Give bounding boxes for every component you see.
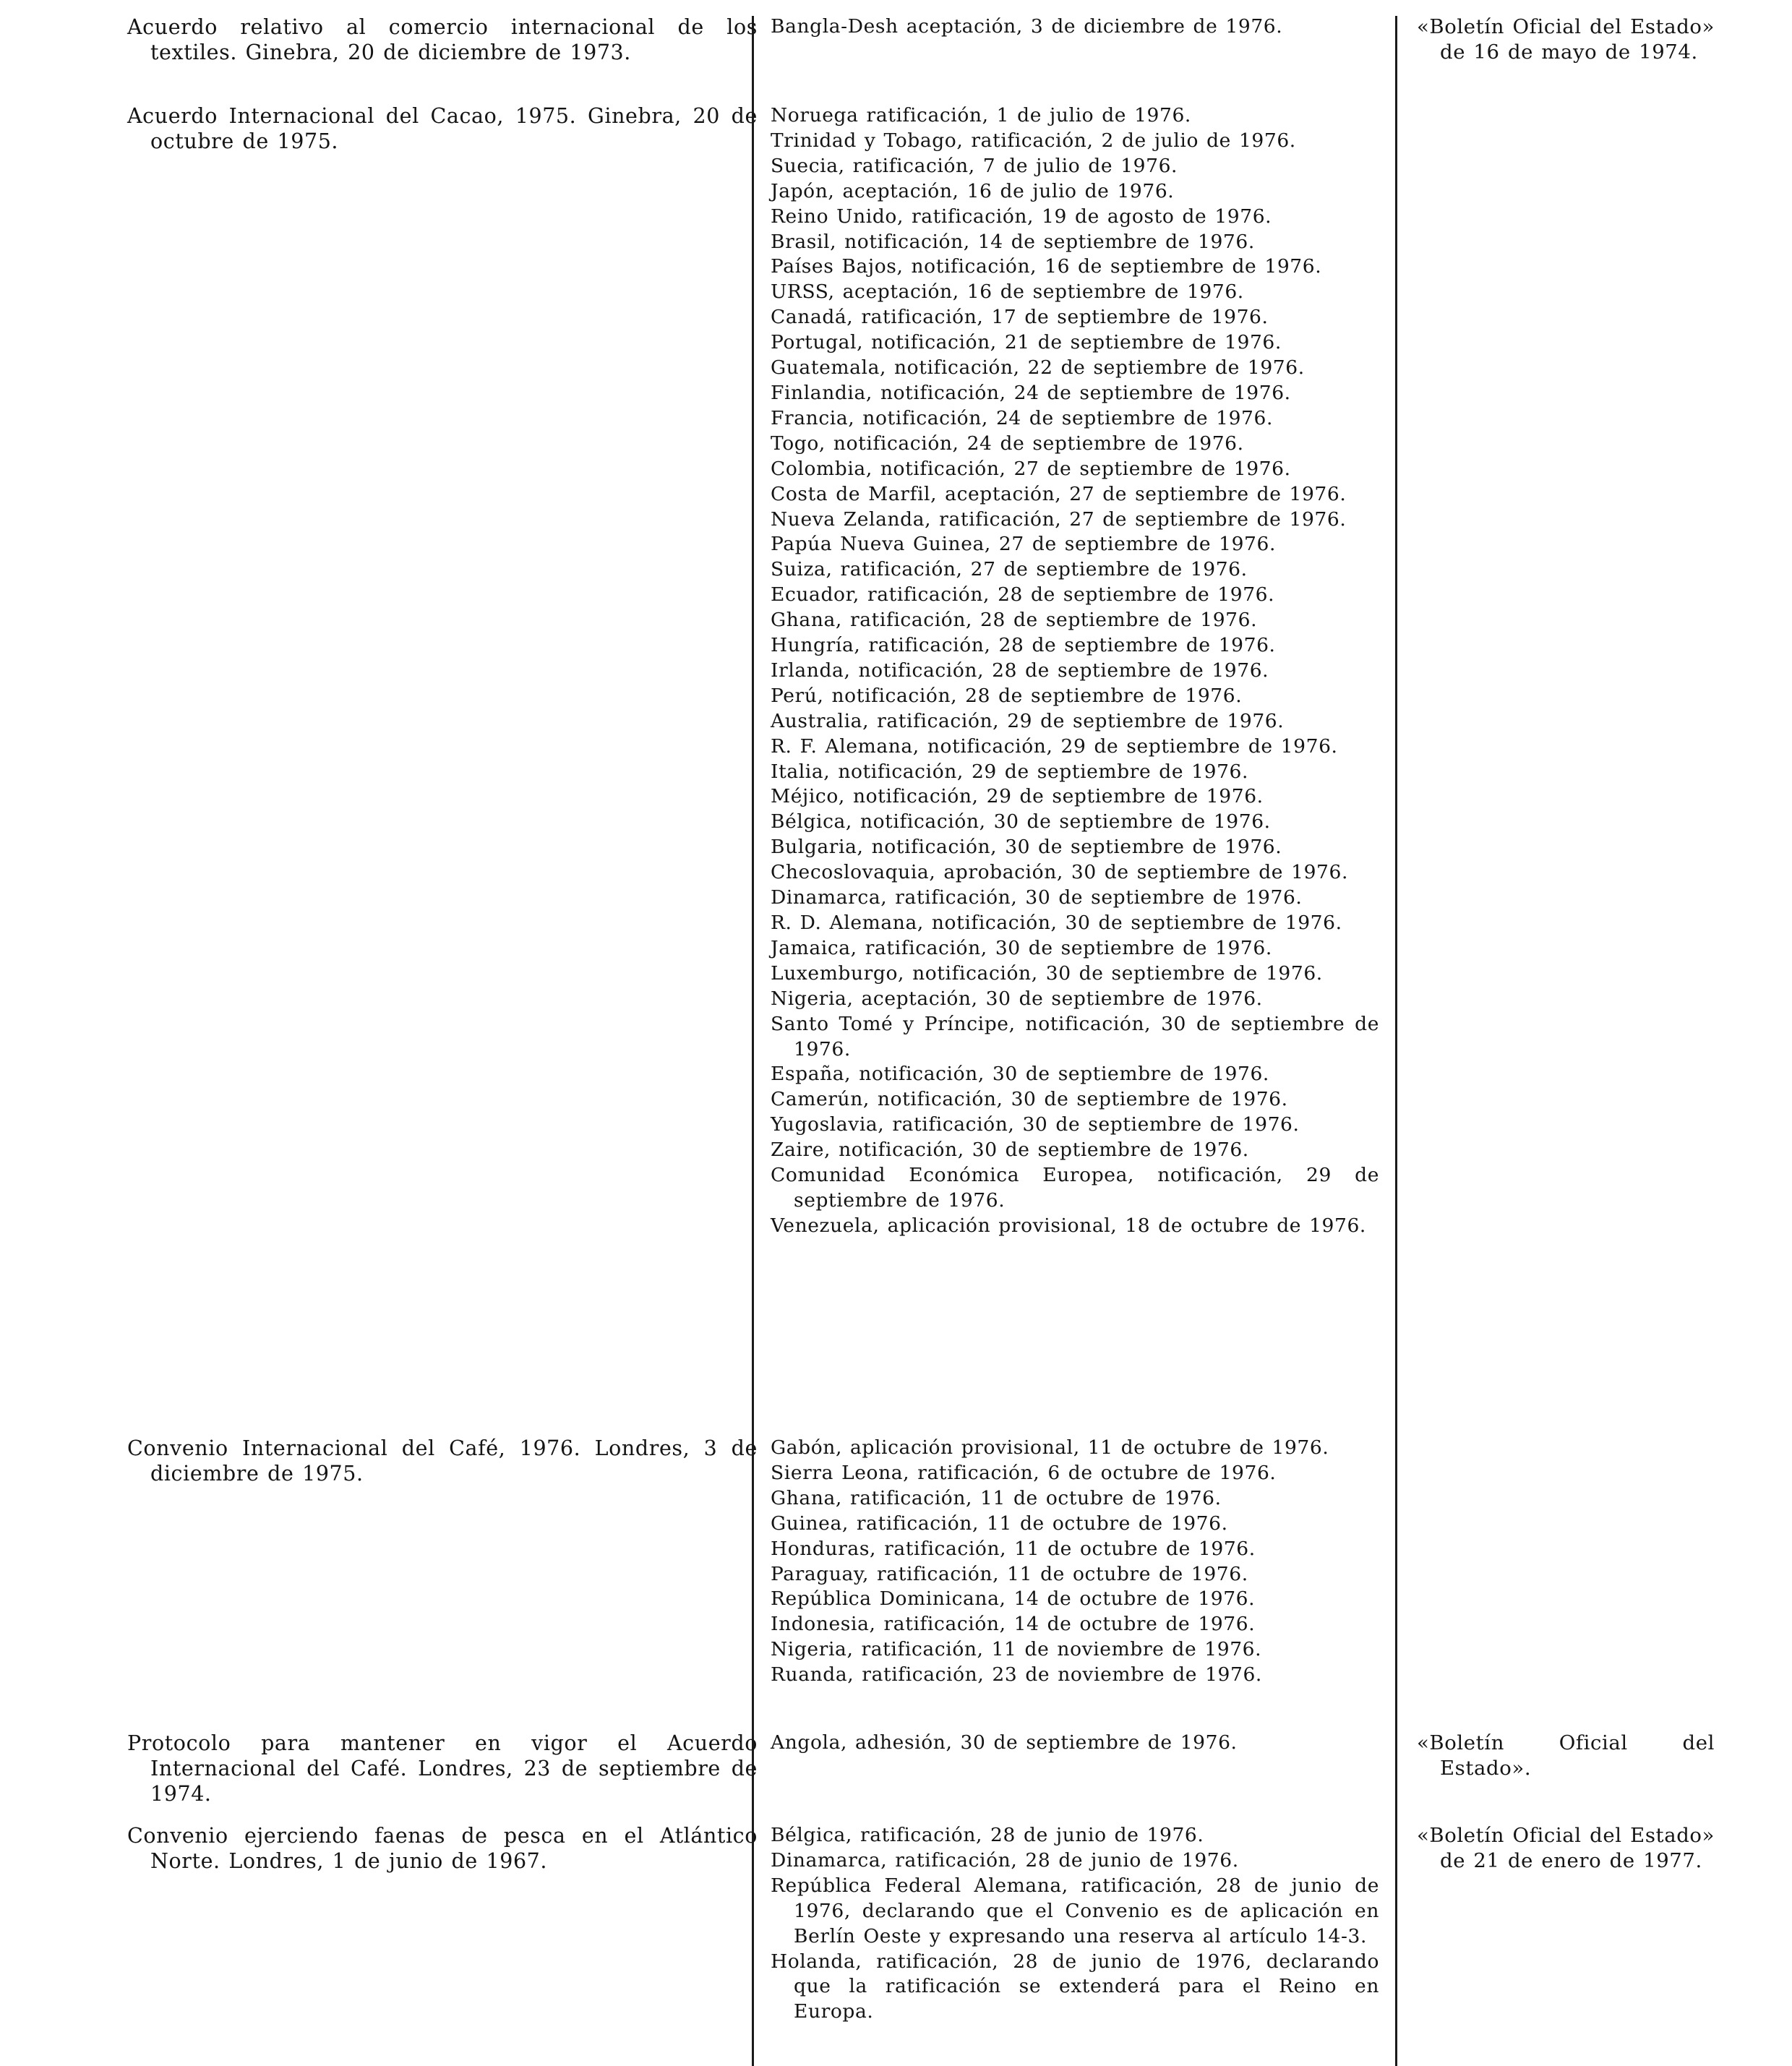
state-action: Reino Unido, ratificación, 19 de agosto de 1976. <box>771 205 1272 228</box>
state-action: Santo Tomé y Príncipe, notificación, 30 de septiembre de 1976. <box>771 1012 1379 1060</box>
state-action: Ruanda, ratificación, 23 de noviembre de 1976. <box>771 1663 1262 1686</box>
state-action: República Federal Alemana, ratificación, 28 de junio de 1976, declarando que el Convenio es de aplicación en Berlín Oeste y expresando una reserva al artículo 14-3. <box>771 1874 1379 1947</box>
state-action: Gabón, aplicación provisional, 11 de octubre de 1976. <box>771 1436 1329 1459</box>
state-action: Bélgica, ratificación, 28 de junio de 1976. <box>771 1824 1204 1846</box>
state-action: Noruega ratificación, 1 de julio de 1976. <box>771 104 1191 127</box>
state-action: Comunidad Económica Europea, notificación, 29 de septiembre de 1976. <box>771 1164 1379 1212</box>
state-action: Colombia, notificación, 27 de septiembre de 1976. <box>771 457 1291 480</box>
state-action: Checoslovaquia, aprobación, 30 de septiembre de 1976. <box>771 861 1348 884</box>
state-action: Dinamarca, ratificación, 30 de septiembre de 1976. <box>771 886 1303 909</box>
state-action: Australia, ratificación, 29 de septiembre de 1976. <box>771 709 1285 732</box>
state-action: Angola, adhesión, 30 de septiembre de 1976. <box>771 1731 1238 1754</box>
state-action: Bangla-Desh aceptación, 3 de diciembre de 1976. <box>771 15 1283 38</box>
state-action: Holanda, ratificación, 28 de junio de 1976, declarando que la ratificación se extenderá para el Reino en Europa. <box>771 1950 1379 2023</box>
publication-reference: «Boletín Oficial del Estado». <box>1417 1731 1715 1780</box>
state-action: Perú, notificación, 28 de septiembre de 1976. <box>771 684 1243 707</box>
state-action: Yugoslavia, ratificación, 30 de septiembre de 1976. <box>771 1113 1300 1136</box>
state-action: Dinamarca, ratificación, 28 de junio de 1976. <box>771 1848 1239 1872</box>
column-divider-right <box>1395 16 1397 2066</box>
state-action: Guinea, ratificación, 11 de octubre de 1976. <box>771 1512 1228 1535</box>
treaty-title: Convenio ejerciendo faenas de pesca en el Atlántico Norte. Londres, 1 de junio de 1967. <box>127 1824 758 1874</box>
state-action: Guatemala, notificación, 22 de septiembre de 1976. <box>771 356 1305 380</box>
state-action: Finlandia, notificación, 24 de septiembre de 1976. <box>771 381 1291 404</box>
state-action: Francia, notificación, 24 de septiembre de 1976. <box>771 406 1274 429</box>
state-action: Bélgica, notificación, 30 de septiembre de 1976. <box>771 810 1271 833</box>
state-actions-list <box>771 1823 1379 2025</box>
state-action: Irlanda, notificación, 28 de septiembre de 1976. <box>771 659 1269 682</box>
state-action: Países Bajos, notificación, 16 de septiembre de 1976. <box>771 255 1322 278</box>
state-action: Honduras, ratificación, 11 de octubre de 1976. <box>771 1537 1256 1560</box>
treaty-title: Protocolo para mantener en vigor el Acuerdo Internacional del Café. Londres, 23 de septiembre de 1974. <box>127 1731 758 1806</box>
publication-reference: «Boletín Oficial del Estado» de 21 de enero de 1977. <box>1417 1824 1715 1873</box>
state-action: Paraguay, ratificación, 11 de octubre de 1976. <box>771 1562 1248 1585</box>
state-action: Suecia, ratificación, 7 de julio de 1976. <box>771 154 1178 177</box>
state-action: Nueva Zelanda, ratificación, 27 de septiembre de 1976. <box>771 507 1347 531</box>
state-action: Papúa Nueva Guinea, 27 de septiembre de 1976. <box>771 533 1276 556</box>
state-action: R. D. Alemana, notificación, 30 de septiembre de 1976. <box>771 912 1342 934</box>
treaty-title: Acuerdo Internacional del Cacao, 1975. Ginebra, 20 de octubre de 1975. <box>127 104 758 154</box>
state-action: Camerún, notificación, 30 de septiembre de 1976. <box>771 1088 1288 1111</box>
state-action: Canadá, ratificación, 17 de septiembre de 1976. <box>771 306 1269 329</box>
publication-reference: «Boletín Oficial del Estado» de 16 de mayo de 1974. <box>1417 15 1715 64</box>
state-action: Ghana, ratificación, 11 de octubre de 1976. <box>771 1486 1222 1509</box>
state-action: Venezuela, aplicación provisional, 18 de octubre de 1976. <box>771 1214 1366 1237</box>
state-action: Japón, aceptación, 16 de julio de 1976. <box>771 179 1175 202</box>
state-action: Méjico, notificación, 29 de septiembre de 1976. <box>771 785 1264 808</box>
state-action: Ecuador, ratificación, 28 de septiembre de 1976. <box>771 583 1275 606</box>
state-action: Portugal, notificación, 21 de septiembre de 1976. <box>771 331 1282 354</box>
state-action: Nigeria, aceptación, 30 de septiembre de 1976. <box>771 987 1263 1010</box>
state-action: Trinidad y Tobago, ratificación, 2 de julio de 1976. <box>771 129 1296 152</box>
state-action: Luxemburgo, notificación, 30 de septiembre de 1976. <box>771 961 1323 985</box>
state-action: Hungría, ratificación, 28 de septiembre de 1976. <box>771 634 1276 657</box>
state-action: Sierra Leona, ratificación, 6 de octubre de 1976. <box>771 1461 1277 1484</box>
state-action: República Dominicana, 14 de octubre de 1976. <box>771 1587 1256 1611</box>
state-action: R. F. Alemana, notificación, 29 de septiembre de 1976. <box>771 734 1338 758</box>
state-action: Ghana, ratificación, 28 de septiembre de 1976. <box>771 609 1258 632</box>
state-action: Nigeria, ratificación, 11 de noviembre de 1976. <box>771 1638 1262 1661</box>
state-action: Zaire, notificación, 30 de septiembre de 1976. <box>771 1139 1249 1162</box>
state-action: Suiza, ratificación, 27 de septiembre de 1976. <box>771 558 1248 581</box>
state-action: Jamaica, ratificación, 30 de septiembre de 1976. <box>771 936 1272 959</box>
state-action: Costa de Marfil, aceptación, 27 de septiembre de 1976. <box>771 482 1347 505</box>
state-action: Italia, notificación, 29 de septiembre de 1976. <box>771 760 1249 783</box>
state-actions-list <box>771 103 1379 1239</box>
treaty-title: Convenio Internacional del Café, 1976. Londres, 3 de diciembre de 1975. <box>127 1436 758 1486</box>
state-action: Togo, notificación, 24 de septiembre de 1976. <box>771 432 1244 455</box>
state-action: Brasil, notificación, 14 de septiembre de 1976. <box>771 230 1255 253</box>
state-actions-list <box>771 1731 1379 1756</box>
state-action: URSS, aceptación, 16 de septiembre de 1976. <box>771 280 1244 304</box>
state-actions-list <box>771 1436 1379 1688</box>
treaty-title: Acuerdo relativo al comercio internacional de los textiles. Ginebra, 20 de diciembre de 1973. <box>127 15 758 65</box>
state-action: Indonesia, ratificación, 14 de octubre de 1976. <box>771 1613 1256 1636</box>
state-action: Bulgaria, notificación, 30 de septiembre de 1976. <box>771 836 1282 859</box>
state-actions-list <box>771 14 1379 40</box>
state-action: España, notificación, 30 de septiembre de 1976. <box>771 1063 1269 1086</box>
